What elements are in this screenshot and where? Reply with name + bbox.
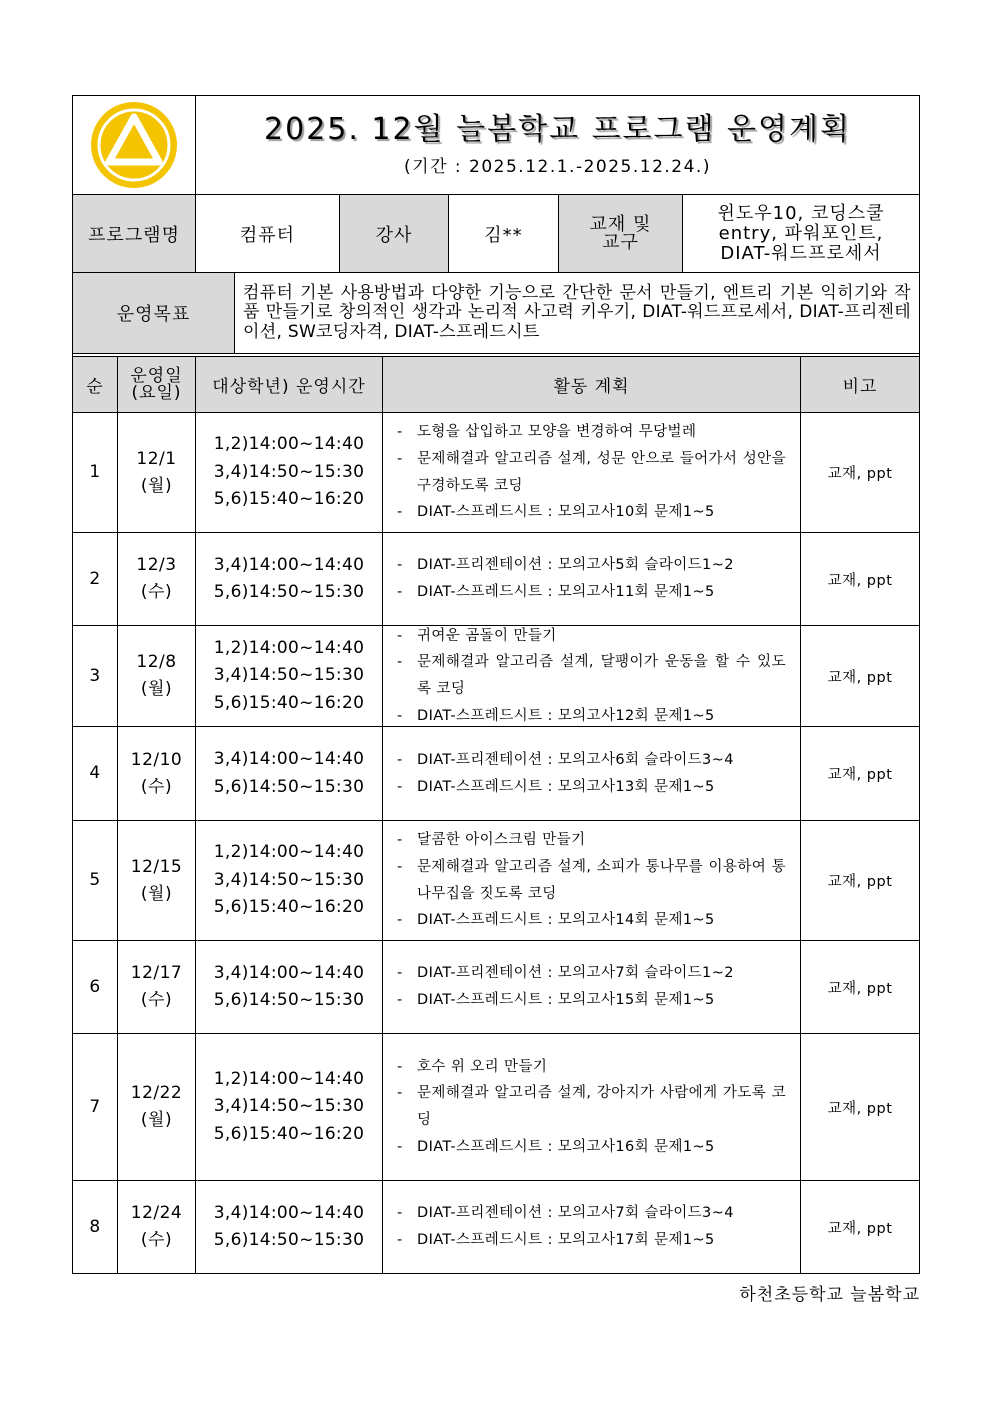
activity-item: - 문제해결과 알고리즘 설계, 소피가 통나무를 이용하여 통나무집을 짓도록 코딩 <box>397 854 786 907</box>
materials-cell <box>683 195 920 273</box>
session-weekday: (수) <box>140 776 173 797</box>
note-text: 교재, ppt <box>827 572 893 589</box>
activity-plan-cell <box>383 1181 801 1274</box>
time-slot: 5,6)15:40~16:20 <box>213 1123 365 1144</box>
schedule-header-row <box>73 357 920 413</box>
time-slot: 3,4)14:50~15:30 <box>213 1096 365 1117</box>
col-header-number <box>73 357 118 413</box>
col-header-number-label: 순 <box>86 377 104 397</box>
session-date: 12/3 <box>136 555 177 575</box>
time-slot: 1,2)14:00~14:40 <box>213 1068 365 1089</box>
row-number: 6 <box>89 976 101 997</box>
materials-label-cell <box>559 195 683 273</box>
logo-cell <box>73 96 196 195</box>
header-row <box>73 96 920 195</box>
time-slot: 1,2)14:00~14:40 <box>213 637 365 658</box>
row-number-cell <box>73 1181 118 1274</box>
col-header-time <box>196 357 383 413</box>
time-slot: 3,4)14:00~14:40 <box>213 554 365 575</box>
program-name: 컴퓨터 <box>239 224 296 246</box>
row-number: 7 <box>89 1096 101 1117</box>
time-slot: 5,6)15:40~16:20 <box>213 897 365 918</box>
teacher-label: 강사 <box>375 224 413 246</box>
time-slot: 3,4)14:00~14:40 <box>213 1202 365 1223</box>
time-slot: 3,4)14:00~14:40 <box>213 962 365 983</box>
goal-text: 컴퓨터 기본 사용방법과 다양한 기능으로 간단한 문서 만들기, 엔트리 기본 익히기와 작품 만들기로 창의적인 생각과 논리적 사고력 키우기, DIAT-워드프로세서, DIAT-프리젠테이션, SW코딩자격, DIAT-스프레드시트 <box>243 282 911 342</box>
date-cell <box>118 941 196 1034</box>
program-name-cell <box>196 195 340 273</box>
session-weekday: (월) <box>140 883 173 904</box>
note-cell <box>801 1034 920 1181</box>
note-text: 교재, ppt <box>827 1220 893 1237</box>
materials-label-line: 교구 <box>602 231 639 253</box>
schedule-row <box>73 1034 920 1181</box>
period-text: (기간 : 2025.12.1.-2025.12.24.) <box>404 157 711 177</box>
row-number-cell <box>73 413 118 533</box>
col-header-plan-label: 활동 계획 <box>553 377 630 397</box>
activity-item: - 도형을 삽입하고 모양을 변경하여 무당벌레 <box>397 419 786 446</box>
note-cell <box>801 821 920 941</box>
note-text: 교재, ppt <box>827 874 893 890</box>
footer-school-name: 하천초등학교 늘봄학교 <box>739 1285 920 1305</box>
date-cell <box>118 821 196 941</box>
materials-line: entry, 파워포인트, <box>718 222 884 244</box>
activity-item: - 문제해결과 알고리즘 설계, 강아지가 사람에게 가도록 코딩 <box>397 1080 786 1133</box>
time-cell <box>196 941 383 1034</box>
time-slot: 3,4)14:50~15:30 <box>213 461 365 482</box>
goal-row <box>73 273 920 354</box>
col-header-date <box>118 357 196 413</box>
date-cell <box>118 413 196 533</box>
schedule-row <box>73 941 920 1034</box>
materials-line: DIAT-워드프로세서 <box>720 242 882 264</box>
title-cell <box>196 96 920 195</box>
session-date: 12/24 <box>130 1203 183 1223</box>
schedule-row <box>73 626 920 727</box>
activity-item: - 문제해결과 알고리즘 설계, 성문 안으로 들어가서 성안을 구경하도록 코딩 <box>397 446 786 499</box>
activity-plan-cell <box>383 821 801 941</box>
session-weekday: (수) <box>140 990 173 1010</box>
program-plan-table <box>72 95 920 1274</box>
activity-item: - DIAT-스프레드시트 : 모의고사13회 문제1~5 <box>397 774 786 801</box>
activity-item: - DIAT-스프레드시트 : 모의고사15회 문제1~5 <box>397 987 786 1014</box>
row-number: 2 <box>89 568 101 589</box>
schedule-row <box>73 413 920 533</box>
program-name-label: 프로그램명 <box>88 224 180 246</box>
activity-item: - DIAT-프리젠테이션 : 모의고사6회 슬라이드3~4 <box>397 747 786 774</box>
time-slot: 1,2)14:00~14:40 <box>213 842 365 863</box>
row-number-cell <box>73 727 118 821</box>
session-weekday: (월) <box>140 1110 173 1130</box>
col-header-plan <box>383 357 801 413</box>
activity-plan-cell <box>383 413 801 533</box>
activity-item: - 호수 위 오리 만들기 <box>397 1054 786 1081</box>
activity-plan-cell <box>383 941 801 1034</box>
col-header-day-label: (요일) <box>131 382 182 403</box>
note-cell <box>801 413 920 533</box>
goal-label-cell <box>73 273 235 354</box>
teacher-cell <box>449 195 559 273</box>
note-cell <box>801 727 920 821</box>
time-cell <box>196 1034 383 1181</box>
activity-item: - DIAT-프리젠테이션 : 모의고사7회 슬라이드3~4 <box>397 1200 786 1227</box>
time-slot: 5,6)14:50~15:30 <box>213 582 365 602</box>
col-header-note-label: 비고 <box>842 377 878 397</box>
note-text: 교재, ppt <box>827 669 893 686</box>
time-slot: 3,4)14:00~14:40 <box>213 749 365 769</box>
time-cell <box>196 533 383 626</box>
time-cell <box>196 1181 383 1274</box>
session-date: 12/22 <box>130 1083 183 1103</box>
time-slot: 3,4)14:50~15:30 <box>213 869 365 890</box>
session-weekday: (수) <box>140 582 173 602</box>
session-date: 12/15 <box>130 856 183 877</box>
row-number: 8 <box>89 1216 101 1237</box>
time-slot: 5,6)14:50~15:30 <box>213 990 365 1010</box>
note-cell <box>801 1181 920 1274</box>
time-cell <box>196 727 383 821</box>
row-number: 3 <box>89 665 101 686</box>
activity-plan-cell <box>383 626 801 727</box>
row-number-cell <box>73 533 118 626</box>
row-number-cell <box>73 821 118 941</box>
activity-item: - DIAT-스프레드시트 : 모의고사14회 문제1~5 <box>397 907 786 934</box>
date-cell <box>118 533 196 626</box>
activity-item: - DIAT-프리젠테이션 : 모의고사5회 슬라이드1~2 <box>397 552 786 579</box>
col-header-date-label: 운영일 <box>130 365 183 386</box>
session-weekday: (수) <box>140 1230 173 1250</box>
time-slot: 5,6)15:40~16:20 <box>213 692 365 713</box>
session-date: 12/17 <box>130 963 183 983</box>
time-cell <box>196 626 383 727</box>
time-slot: 3,4)14:50~15:30 <box>213 665 365 686</box>
session-weekday: (월) <box>140 475 173 496</box>
row-number-cell <box>73 941 118 1034</box>
note-text: 교재, ppt <box>827 980 893 997</box>
activity-item: - 귀여운 곰돌이 만들기 <box>397 626 786 649</box>
goal-label: 운영목표 <box>116 304 191 325</box>
activity-plan-cell <box>383 533 801 626</box>
note-text: 교재, ppt <box>827 1100 893 1117</box>
program-info-row <box>73 195 920 273</box>
materials-line: 윈도우10, 코딩스쿨 <box>717 202 885 224</box>
activity-item: - DIAT-스프레드시트 : 모의고사17회 문제1~5 <box>397 1227 786 1254</box>
session-date: 12/10 <box>130 749 183 770</box>
time-slot: 5,6)15:40~16:20 <box>213 489 365 510</box>
session-date: 12/1 <box>136 448 177 469</box>
row-number: 5 <box>89 870 101 890</box>
activity-item: - 문제해결과 알고리즘 설계, 달팽이가 운동을 할 수 있도록 코딩 <box>397 649 786 702</box>
page-title: 2025. 12월 늘봄학교 프로그램 운영계획 <box>264 112 851 147</box>
activity-item: - 달콤한 아이스크림 만들기 <box>397 827 786 854</box>
note-text: 교재, ppt <box>827 466 893 482</box>
session-weekday: (월) <box>140 679 173 699</box>
col-header-time-label: 대상학년) 운영시간 <box>212 377 366 397</box>
schedule-body <box>73 413 920 1274</box>
note-cell <box>801 626 920 727</box>
date-cell <box>118 1181 196 1274</box>
school-emblem-icon <box>89 100 179 190</box>
date-cell <box>118 626 196 727</box>
schedule-row <box>73 727 920 821</box>
schedule-row <box>73 533 920 626</box>
activity-plan-cell <box>383 1034 801 1181</box>
row-number: 1 <box>89 462 101 482</box>
schedule-row <box>73 1181 920 1274</box>
note-cell <box>801 533 920 626</box>
activity-item: - DIAT-스프레드시트 : 모의고사16회 문제1~5 <box>397 1134 786 1161</box>
materials-label-line: 교재 및 <box>589 213 652 235</box>
session-date: 12/8 <box>136 652 177 672</box>
activity-item: - DIAT-스프레드시트 : 모의고사11회 문제1~5 <box>397 579 786 606</box>
time-cell <box>196 821 383 941</box>
date-cell <box>118 1034 196 1181</box>
note-text: 교재, ppt <box>827 767 893 783</box>
activity-plan-cell <box>383 727 801 821</box>
row-number-cell <box>73 626 118 727</box>
time-slot: 1,2)14:00~14:40 <box>213 434 365 455</box>
program-name-label-cell <box>73 195 196 273</box>
col-header-note <box>801 357 920 413</box>
time-cell <box>196 413 383 533</box>
teacher-label-cell <box>340 195 449 273</box>
row-number-cell <box>73 1034 118 1181</box>
activity-item: - DIAT-스프레드시트 : 모의고사10회 문제1~5 <box>397 499 786 526</box>
time-slot: 5,6)14:50~15:30 <box>213 1230 365 1250</box>
row-number: 4 <box>89 763 101 783</box>
teacher-name: 김** <box>484 224 523 246</box>
activity-item: - DIAT-스프레드시트 : 모의고사12회 문제1~5 <box>397 703 786 727</box>
activity-item: - DIAT-프리젠테이션 : 모의고사7회 슬라이드1~2 <box>397 960 786 987</box>
schedule-row <box>73 821 920 941</box>
goal-text-cell <box>235 273 920 354</box>
date-cell <box>118 727 196 821</box>
time-slot: 5,6)14:50~15:30 <box>213 776 365 797</box>
note-cell <box>801 941 920 1034</box>
